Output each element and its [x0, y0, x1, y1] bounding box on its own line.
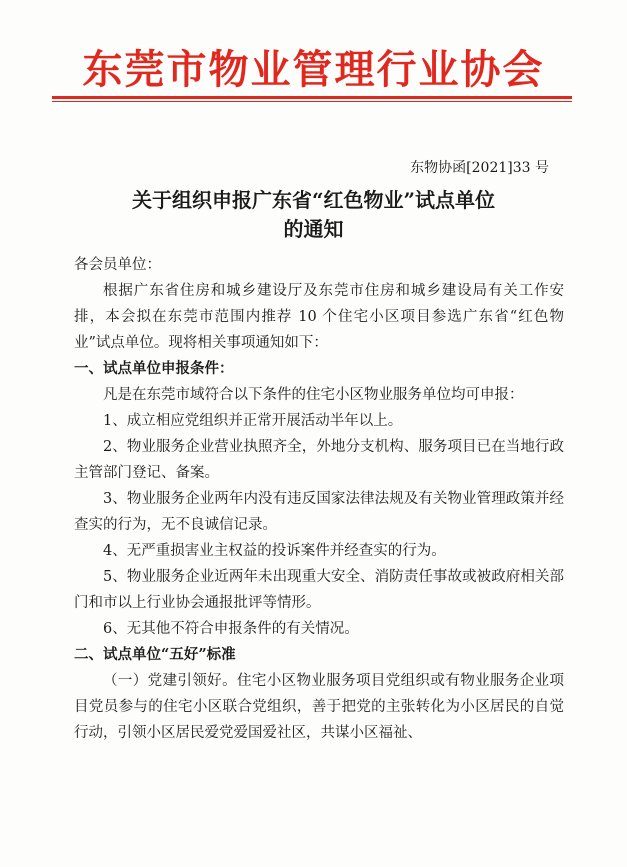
condition-item-3: 3、物业服务企业两年内没有违反国家法律法规及有关物业管理政策并经查实的行为，无不良诚信记录。: [74, 491, 564, 533]
condition-item-5: 5、物业服务企业近两年未出现重大安全、消防责任事故或被政府相关部门和市以上行业协会通报批评等情形。: [74, 569, 564, 611]
letterhead-rule-thin: [52, 101, 572, 102]
section1-lead: 凡是在东莞市域符合以下条件的住宅小区物业服务单位均可申报：: [103, 387, 524, 403]
notice-title: [0, 186, 627, 244]
section2-paragraph-1: （一）党建引领好。住宅小区物业服务项目党组织或有物业服务企业项目党员参与的住宅小区联合党组织，善于把党的主张转化为小区居民的自觉行动，引领小区居民爱党爱国爱社区，共谋小区福祉、: [74, 673, 564, 741]
condition-item-4: 4、无严重损害业主权益的投诉案件并经查实的行为。: [103, 543, 446, 559]
intro-paragraph: 根据广东省住房和城乡建设厅及东莞市住房和城乡建设局有关工作安排，本会拟在东莞市范围内推荐 10 个住宅小区项目参选广东省“红色物业”试点单位。现将相关事项通知如下：: [74, 283, 564, 351]
condition-item-6: 6、无其他不符合申报条件的有关情况。: [103, 621, 359, 637]
section2-heading: 二、试点单位“五好”标准: [74, 646, 236, 663]
document-number: 东物协函[2021]33 号: [410, 160, 549, 176]
letterhead-rule-thick: [52, 96, 572, 99]
section1-heading: 一、试点单位申报条件：: [74, 360, 234, 377]
notice-title-line1: 关于组织申报广东省“红色物业”试点单位: [131, 188, 495, 212]
salutation: 各会员单位：: [74, 257, 161, 273]
condition-item-1: 1、成立相应党组织并正常开展活动半年以上。: [103, 413, 403, 429]
notice-body: [74, 252, 564, 746]
letterhead-title: 东莞市物业管理行业协会: [82, 47, 545, 93]
condition-item-2: 2、物业服务企业营业执照齐全，外地分支机构、服务项目已在当地行政主管部门登记、备案。: [74, 439, 564, 481]
notice-title-line2: 的通知: [283, 217, 344, 241]
